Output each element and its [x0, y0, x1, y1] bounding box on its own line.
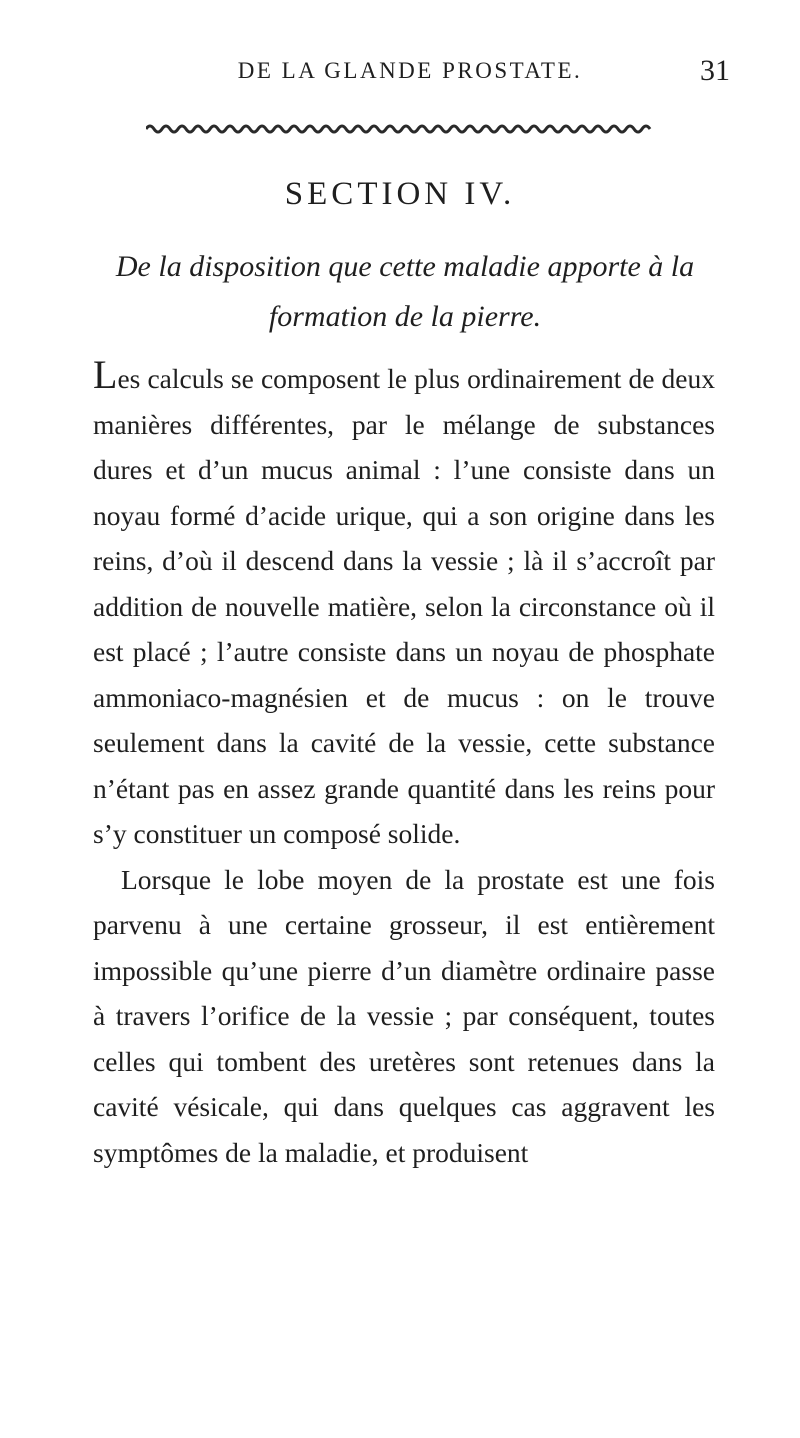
paragraph-2: Lorsque le lobe moyen de la prostate est une fois parvenu à une certaine grosseur, il est entièrement impossible qu’une pierre d’un diamètre ordinaire passe à travers l’orifice de la vessie ; par conséquent, toutes celles qui tombent des uretères sont retenues dans la cavité vésicale, qui dans quelques cas aggravent les symptômes de la maladie, et produisent [93, 863, 715, 1168]
body-text [93, 352, 715, 1175]
running-title: DE LA GLANDE PROSTATE. [237, 58, 583, 83]
page-number: 31 [700, 54, 730, 87]
running-head [110, 52, 730, 92]
paragraph-1-text: es calculs se composent le plus ordinairement de deux manières différentes, par le mélange de substances dures et d’un mucus animal : l’une consiste dans un noyau formé d’acide urique, qui a son origine dans les reins, d’où il descend dans la vessie ; là il s’accroît par addition de nouvelle matière, selon la circonstance où il est placé ; l’autre consiste dans un noyau de phosphate ammoniaco-magnésien et de mucus : on le trouve seulement dans la cavité de la vessie, cette substance n’étant pas en assez grande quantité dans les reins pour s’y constituer un composé solide. [93, 363, 715, 849]
section-subtitle: De la disposition que cette maladie apporte à la formation de la pierre. [115, 250, 695, 333]
section-title: SECTION IV. [284, 176, 516, 212]
paragraph-1 [93, 352, 715, 857]
ornamental-rule [146, 120, 654, 134]
initial-letter: L [93, 352, 118, 397]
